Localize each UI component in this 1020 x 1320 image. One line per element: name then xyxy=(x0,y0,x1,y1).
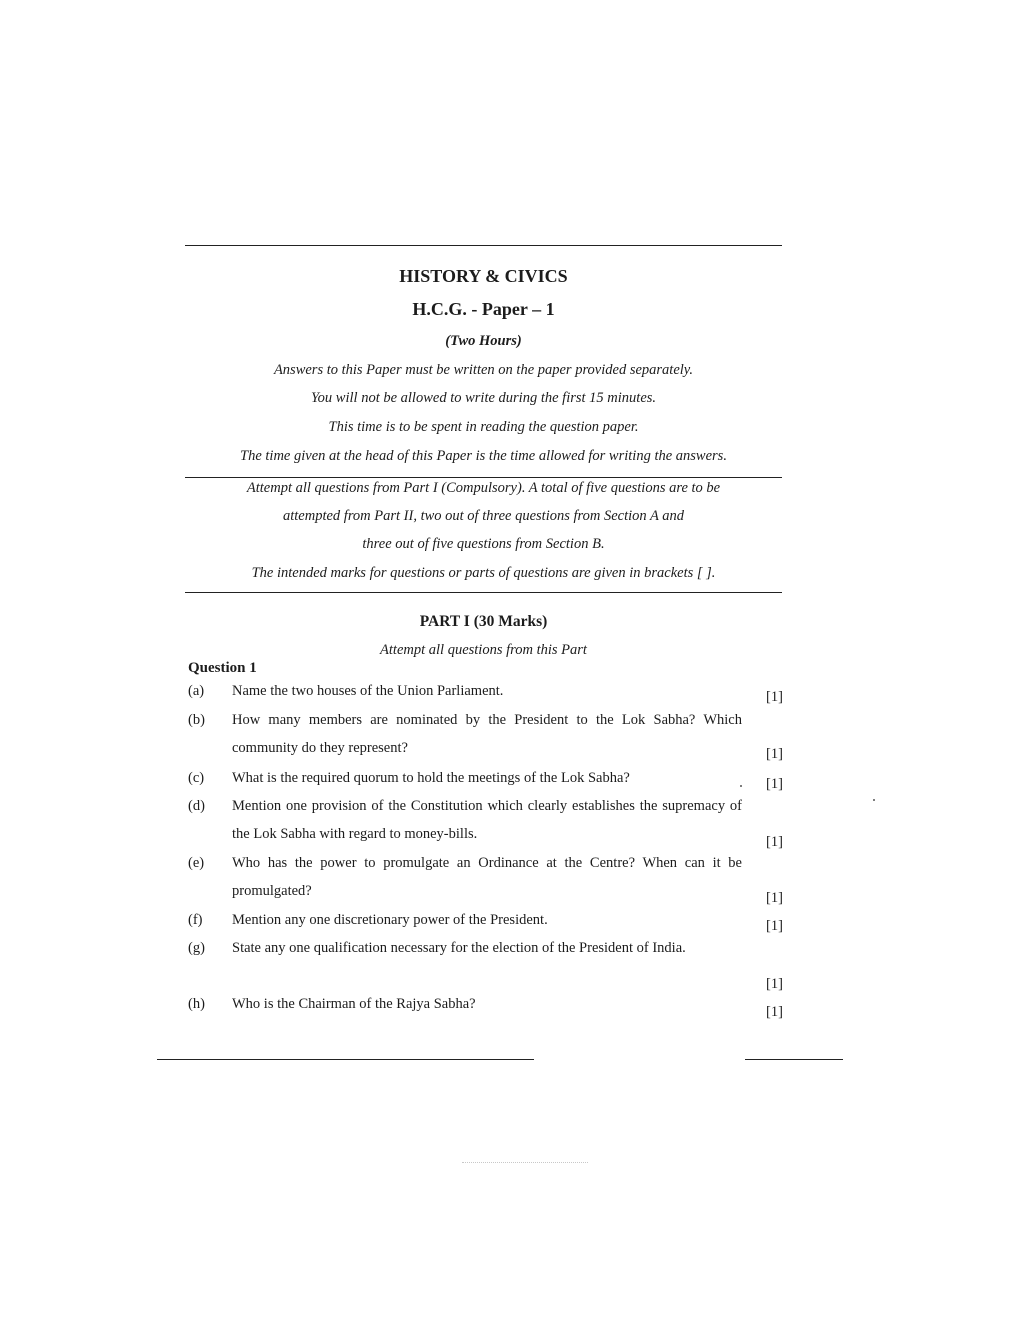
attempt-line-4: The intended marks for questions or parts of questions are given in brackets [ ]. xyxy=(251,565,716,581)
scan-speck xyxy=(740,785,742,787)
part-subtitle: Attempt all questions from this Part xyxy=(380,642,587,658)
attempt-line-2: attempted from Part II, two out of three questions from Section A and xyxy=(282,508,684,524)
exam-title: HISTORY & CIVICS xyxy=(399,266,568,286)
instruction-line-1: Answers to this Paper must be written on the paper provided separately. xyxy=(273,362,694,378)
question-mark: [1] xyxy=(766,746,783,762)
duration: (Two Hours) xyxy=(445,333,522,349)
question-text: Who is the Chairman of the Rajya Sabha? xyxy=(232,996,476,1012)
scan-speck-line xyxy=(462,1162,588,1163)
question-label: (g) xyxy=(188,940,205,956)
question-mark: [1] xyxy=(766,834,783,850)
question-label: (e) xyxy=(188,855,205,871)
question-mark: [1] xyxy=(766,776,783,792)
question-text: State any one qualification necessary for the election of the President of India. xyxy=(232,940,686,956)
question-mark: [1] xyxy=(766,918,783,934)
question-label: (d) xyxy=(188,798,205,814)
question-text: How many members are nominated by the President to the Lok Sabha? Which community do they represent? xyxy=(232,712,742,756)
part-title: PART I (30 Marks) xyxy=(419,613,548,630)
instruction-line-4: The time given at the head of this Paper is the time allowed for writing the answers. xyxy=(240,448,727,464)
instruction-line-2: You will not be allowed to write during the first 15 minutes. xyxy=(310,390,657,406)
middle-rule xyxy=(185,477,782,478)
question-mark: [1] xyxy=(766,890,783,906)
question-text: Name the two houses of the Union Parliament. xyxy=(232,683,504,699)
attempt-line-3: three out of five questions from Section B. xyxy=(362,536,605,552)
bottom-rule-right xyxy=(745,1059,843,1060)
top-rule xyxy=(185,245,782,246)
question-mark: [1] xyxy=(766,976,783,992)
question-label: (a) xyxy=(188,683,205,699)
question-mark: [1] xyxy=(766,689,783,705)
question-text: Who has the power to promulgate an Ordinance at the Centre? When can it be promulgated? xyxy=(232,855,742,899)
question-label: (h) xyxy=(188,996,205,1012)
question-label: (b) xyxy=(188,712,205,728)
paper-code: H.C.G. - Paper – 1 xyxy=(412,299,555,319)
lower-rule xyxy=(185,592,782,593)
attempt-line-1: Attempt all questions from Part I (Compulsory). A total of five questions are to be xyxy=(246,480,721,496)
question-heading: Question 1 xyxy=(188,660,257,676)
question-mark: [1] xyxy=(766,1004,783,1020)
question-label: (c) xyxy=(188,770,205,786)
question-text: Mention any one discretionary power of the President. xyxy=(232,912,548,928)
question-text: Mention one provision of the Constitution which clearly establishes the supremacy of the Lok Sabha with regard to money-bills. xyxy=(232,798,742,842)
question-text: What is the required quorum to hold the meetings of the Lok Sabha? xyxy=(232,770,630,786)
question-label: (f) xyxy=(188,912,203,928)
bottom-rule-left xyxy=(157,1059,534,1060)
scan-speck xyxy=(873,799,875,801)
instruction-line-3: This time is to be spent in reading the question paper. xyxy=(328,419,639,435)
